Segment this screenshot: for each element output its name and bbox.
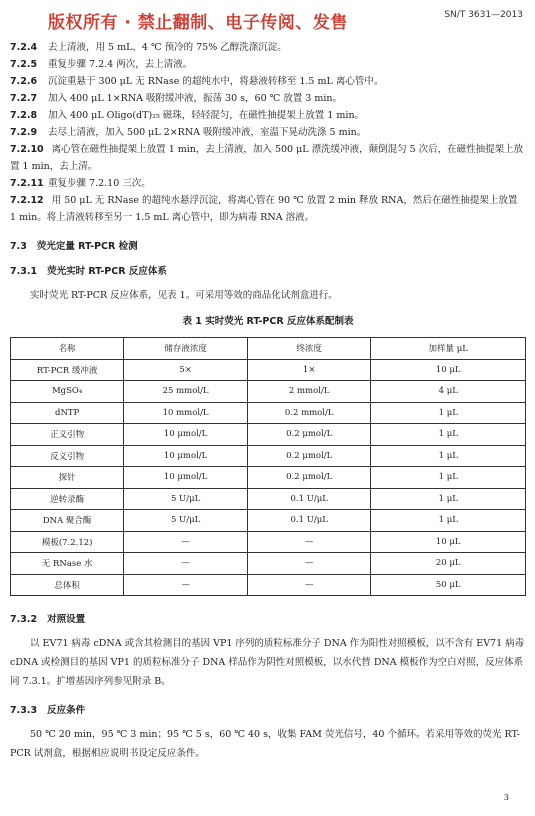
table-cell: 5× [124,359,248,381]
table-header-row [11,338,526,360]
table-cell: 反义引物 [11,445,124,467]
step-7-2-11 [10,175,526,192]
section-heading-7-3-3 [10,703,526,719]
table-row [11,467,526,489]
column-header: 储存液浓度 [124,338,248,360]
table-row [11,531,526,553]
watermark-banner: 版权所有 · 禁止翻制、电子传阅、发售 [48,13,348,33]
table-cell: — [247,553,371,575]
step-text: 重复步骤 7.2.4 两次，去上清液。 [48,59,193,70]
step-number: 7.2.8 [10,110,38,121]
table-row [11,424,526,446]
table-cell: 正义引物 [11,424,124,446]
step-7-2-10 [10,141,526,175]
step-text: 用 50 μL 无 RNase 的超纯水悬浮沉淀，将离心管在 90 ℃ 放置 2 min 释放 RNA，然后在磁性抽提架上放置 1 min。将上清液转移至另一 1.5 mL 离心管中，即为病毒 RNA 溶液。 [10,195,518,223]
page-number: 3 [503,793,509,802]
table-cell: RT-PCR 缓冲液 [11,359,124,381]
table-cell: 无 RNase 水 [11,553,124,575]
section-title: 荧光实时 RT-PCR 反应体系 [47,266,167,277]
table-cell: dNTP [11,402,124,424]
step-number: 7.2.9 [10,127,38,138]
step-text: 加入 400 μL Oligo(dT)₂₅ 磁珠，轻轻混匀，在磁性抽提架上放置 1 min。 [48,110,365,121]
table-cell: — [124,574,248,596]
table-cell: 探针 [11,467,124,489]
column-header: 名称 [11,338,124,360]
table-cell: — [247,531,371,553]
table-cell: 10 μL [371,531,526,553]
table-cell: 0.2 μmol/L [247,424,371,446]
table-cell: DNA 聚合酶 [11,510,124,532]
step-7-2-8 [10,107,526,124]
step-text: 去上清液，用 5 mL、4 ℃ 预冷的 75% 乙醇洗涤沉淀。 [48,42,287,53]
table-cell: 10 μmol/L [124,467,248,489]
table-cell: 1 μL [371,424,526,446]
table-cell: 10 μmol/L [124,445,248,467]
section-title: 对照设置 [47,614,86,625]
table-row [11,402,526,424]
step-7-2-7 [10,90,526,107]
section-number: 7.3.2 [10,614,38,625]
step-7-2-6 [10,73,526,90]
table-cell: 10 μmol/L [124,424,248,446]
table-cell: 0.2 μmol/L [247,445,371,467]
table-cell: 1 μL [371,445,526,467]
table-cell: MgSO₄ [11,381,124,403]
table-row [11,553,526,575]
table-cell: 0.1 U/μL [247,488,371,510]
table-cell: 10 μL [371,359,526,381]
table-cell: 50 μL [371,574,526,596]
step-7-2-5 [10,56,526,73]
table-cell: 10 mmol/L [124,402,248,424]
step-text: 加入 400 μL 1×RNA 吸附缓冲液，振荡 30 s，60 ℃ 放置 3 min。 [48,93,343,104]
step-7-2-12 [10,192,526,226]
step-text: 重复步骤 7.2.10 三次。 [48,178,151,189]
table-row [11,381,526,403]
document-body [10,39,526,763]
step-number: 7.2.10 [10,144,44,155]
paragraph-7-3-1: 实时荧光 RT-PCR 反应体系，见表 1。可采用等效的商品化试剂盒进行。 [30,290,338,301]
table-row [11,488,526,510]
reaction-system-table [10,337,526,596]
column-header: 终浓度 [247,338,371,360]
table-cell: 1 μL [371,467,526,489]
table-cell: 5 U/μL [124,510,248,532]
table-cell: — [124,531,248,553]
table-cell: 25 mmol/L [124,381,248,403]
paragraph-7-3-3: 50 ℃ 20 min，95 ℃ 3 min；95 ℃ 5 s，60 ℃ 40 s，收集 FAM 荧光信号，40 个循环。若采用等效的荧光 RT-PCR 试剂盒，根据相应说明书设定反应条件。 [10,729,520,759]
section-heading-7-3-1 [10,264,526,280]
column-header: 加样量 μL [371,338,526,360]
table-cell: 模板(7.2.12) [11,531,124,553]
step-number: 7.2.12 [10,195,44,206]
table-cell: 1 μL [371,510,526,532]
table-cell: 0.2 μmol/L [247,467,371,489]
table-cell: 4 μL [371,381,526,403]
step-text: 离心管在磁性抽提架上放置 1 min，去上清液，加入 500 μL 漂洗缓冲液，颠倒混匀 5 次后，在磁性抽提架上放置 1 min，去上清。 [10,144,524,172]
table-caption: 表 1 实时荧光 RT-PCR 反应体系配制表 [182,316,354,327]
section-heading-7-3 [10,239,526,255]
table-cell: 1× [247,359,371,381]
table-cell: 5 U/μL [124,488,248,510]
table-row [11,445,526,467]
step-text: 去尽上清液，加入 500 μL 2×RNA 吸附缓冲液，室温下晃动洗涤 5 min。 [48,127,367,138]
table-cell: 2 mmol/L [247,381,371,403]
table-row [11,359,526,381]
table-cell: — [124,553,248,575]
step-number: 7.2.11 [10,178,44,189]
table-cell: 逆转录酶 [11,488,124,510]
step-text: 沉淀重悬于 300 μL 无 RNase 的超纯水中，将悬液转移至 1.5 mL 离心管中。 [48,76,384,87]
step-7-2-4 [10,39,526,56]
step-number: 7.2.6 [10,76,38,87]
table-cell: 0.2 mmol/L [247,402,371,424]
standard-number: SN/T 3631—2013 [444,10,523,20]
step-number: 7.2.5 [10,59,38,70]
section-number: 7.3 [10,241,27,252]
table-cell: 20 μL [371,553,526,575]
table-row [11,510,526,532]
section-number: 7.3.1 [10,266,38,277]
table-cell: 总体积 [11,574,124,596]
step-number: 7.2.7 [10,93,38,104]
paragraph-7-3-2: 以 EV71 病毒 cDNA 或含其检测目的基因 VP1 序列的质粒标准分子 DNA 作为阳性对照模板，以不含有 EV71 病毒 cDNA 或检测目的基因 VP1 的质粒标准分子 DNA 样品作为阴性对照模板，以水代替 DNA 模板作为空白对照，反应体系同 7.3.1。扩增基因序列参见附录 B。 [10,638,525,687]
table-cell: 1 μL [371,402,526,424]
section-heading-7-3-2 [10,612,526,628]
section-number: 7.3.3 [10,705,38,716]
step-7-2-9 [10,124,526,141]
table-row [11,574,526,596]
step-number: 7.2.4 [10,42,38,53]
table-cell: 1 μL [371,488,526,510]
section-title: 反应条件 [47,705,86,716]
section-title: 荧光定量 RT-PCR 检测 [36,241,138,252]
table-cell: 0.1 U/μL [247,510,371,532]
table-cell: — [247,574,371,596]
